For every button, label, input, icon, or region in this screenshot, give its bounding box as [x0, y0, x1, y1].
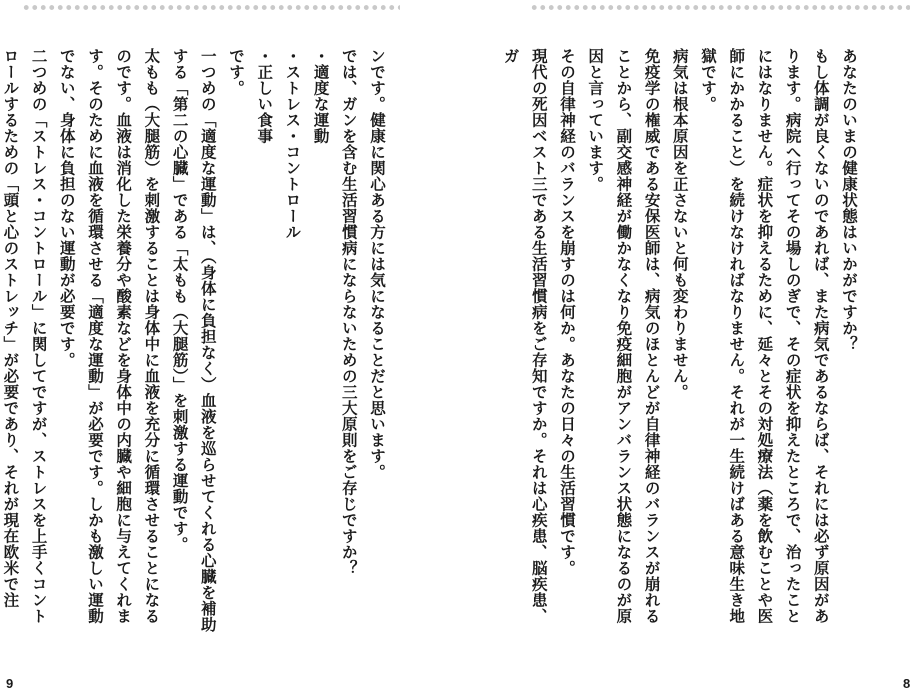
page-9-text [0, 48, 391, 636]
paragraph: その自律神経のバランスを崩すのは何か。あなたの日々の生活習慣です。 [557, 48, 576, 576]
page-number-left: 9 [6, 676, 14, 691]
paragraph: では、ガンを含む生活習慣病にならないための三大原則をご存じですか？ [339, 48, 358, 576]
paragraph: 病気は根本原因を正さないと何も変わりません。 [670, 48, 689, 400]
paragraph: 一つめの「適度な運動」は、（身体に負担なく）血液を巡らせてくれる心臓を補助する「第二の心臓」である「太もも（大腿筋）」を刺激する運動です。 [170, 48, 217, 633]
paragraph: もし体調が良くないのであれば、また病気であるならば、それには必ず原因があります。病院へ行ってその場しのぎで、その症状を抑えたところで、治ったことにはなりません。症状を抑えるために、延々とその対処療法（薬を飲むことや医師にかかること）を続けなければなりません。それが一生続けばある意味生き地獄です。 [698, 48, 830, 624]
paragraph: です。 [226, 48, 245, 96]
top-dotted-rule-right [530, 4, 910, 11]
paragraph: 現代の死因ベスト三である生活習慣病をご存知ですか。それは心疾患、脳疾患、ガ [501, 48, 548, 624]
paragraph: ンです。健康に関心ある方には気になることだと思います。 [368, 48, 386, 480]
top-dotted-rule-left [22, 4, 400, 11]
list-item-exercise: ・適度な運動 [311, 48, 330, 144]
paragraph: 免疫学の権威である安保医師は、病気のほとんどが自律神経のバランスが崩れることから、副交感神経が働かなくなり免疫細胞がアンバランス状態になるのが原因と言っています。 [586, 48, 661, 624]
list-item-stress-control: ・ストレス・コントロール [283, 48, 302, 240]
page-8-text [496, 48, 863, 636]
paragraph: 太もも（大腿筋）を刺激することは身体中に血液を充分に循環させることになるのです。血液は消化した栄養分や酸素などを身体中の内臓や細胞に与えてくれます。そのために血液を循環させる「適度な運動」が必要です。しかも激しい運動でない、身体に負担のない運動が必要です。 [57, 48, 161, 624]
list-item-diet: ・正しい食事 [255, 48, 274, 144]
page-number-right: 8 [903, 676, 911, 691]
paragraph: 二つめの「ストレス・コントロール」に関してですが、ストレスを上手くコントロールするための「頭と心のストレッチ」が必要であり、それが現在欧米で注 [1, 48, 48, 624]
paragraph: あなたのいまの健康状態はいかがですか？ [840, 48, 858, 352]
